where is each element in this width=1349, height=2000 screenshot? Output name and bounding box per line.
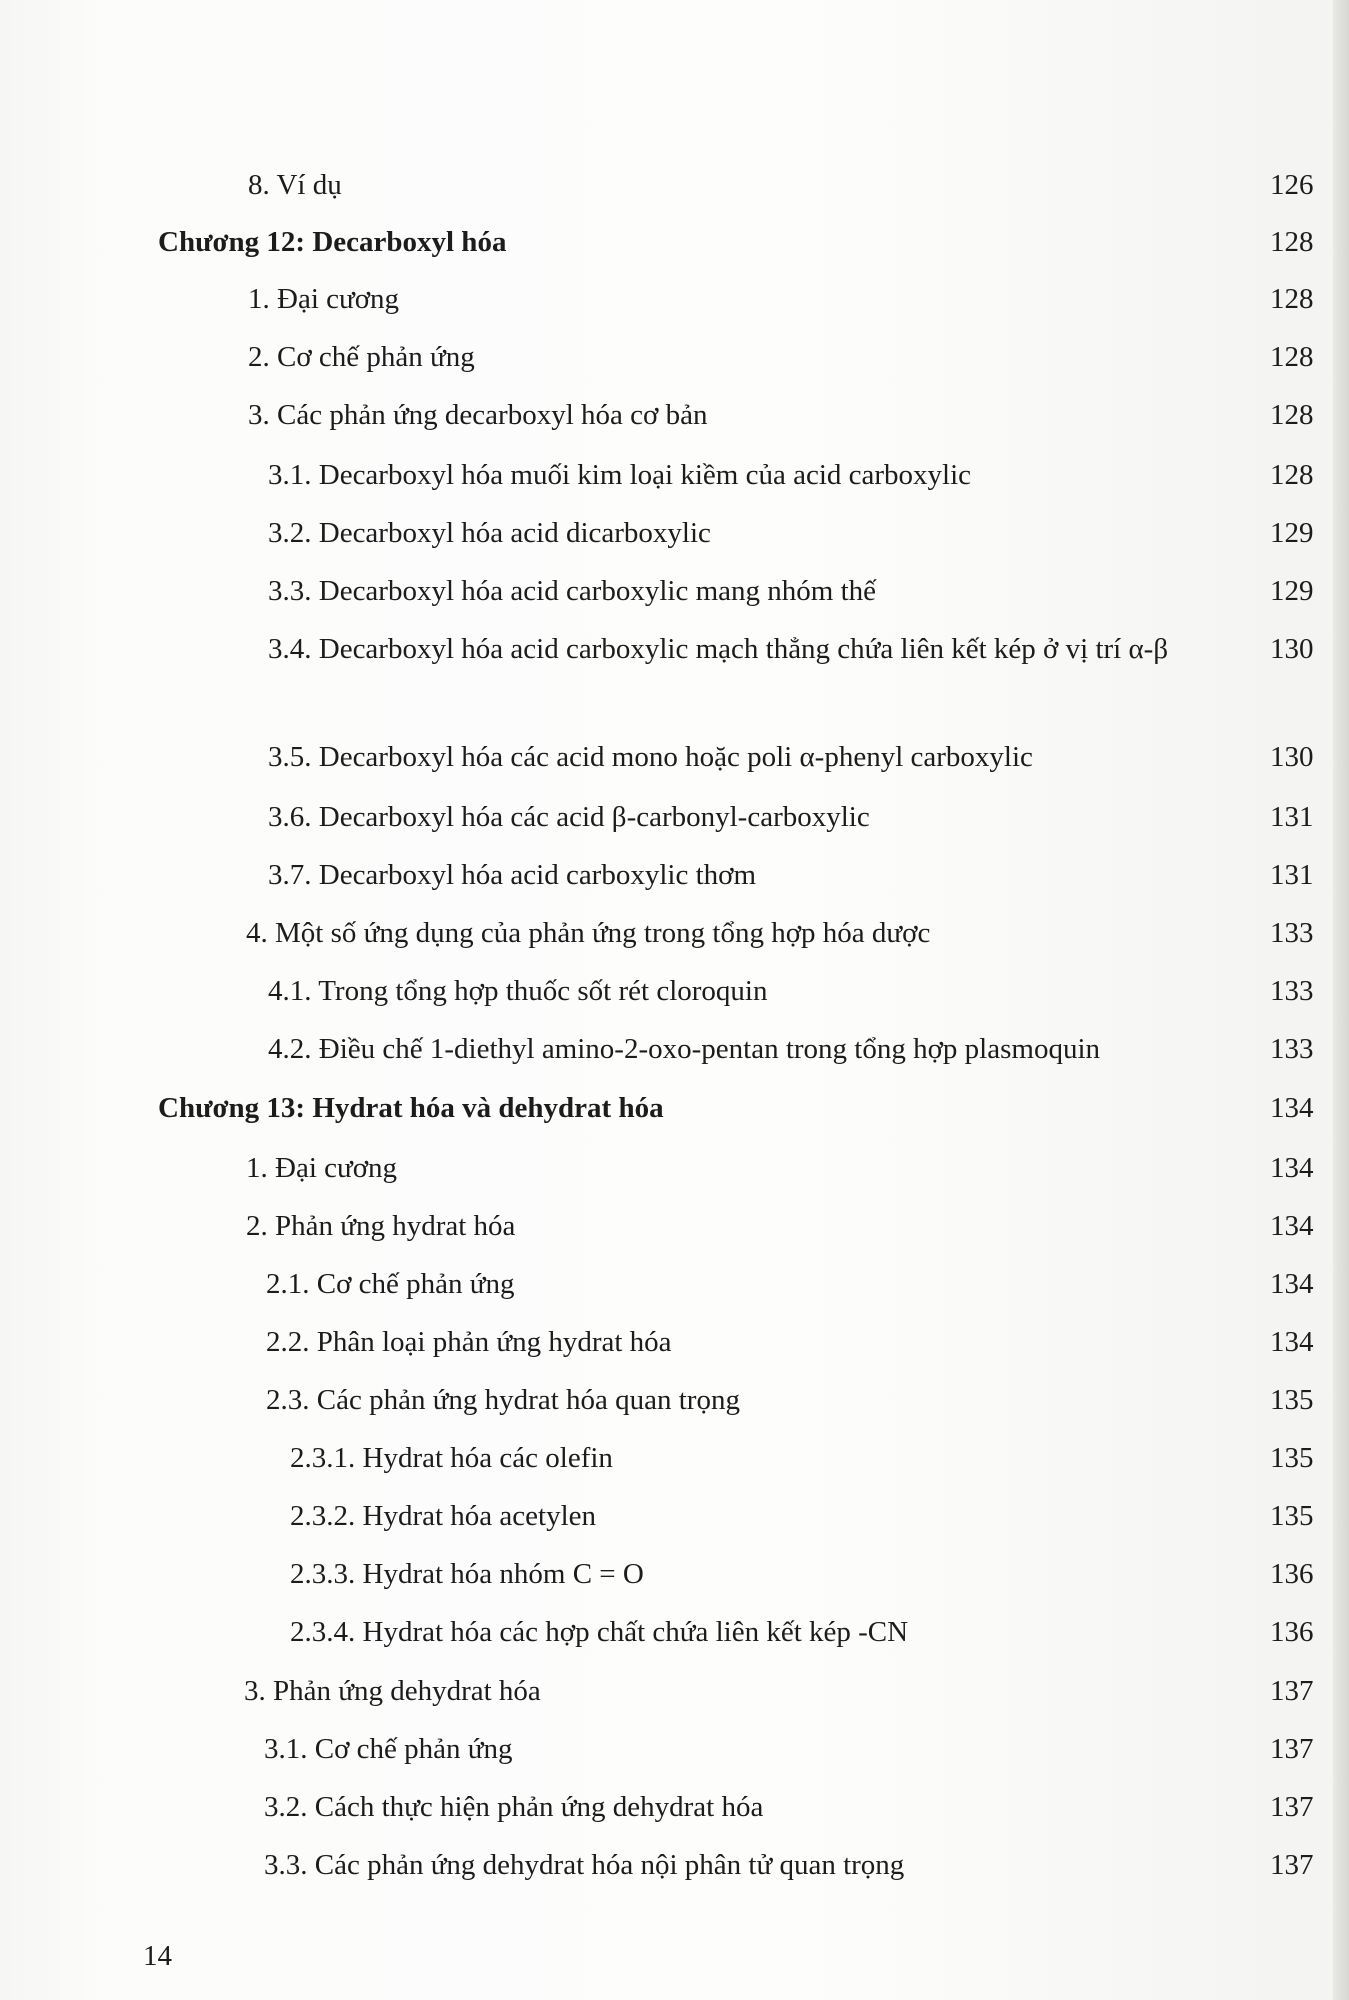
toc-entry	[0, 1442, 1349, 1474]
toc-entry-page: 130	[1270, 633, 1314, 665]
toc-entry-page: 134	[1270, 1152, 1314, 1184]
toc-entry-title: 3.3. Decarboxyl hóa acid carboxylic mang nhóm thế	[268, 575, 876, 607]
toc-entry-page: 137	[1270, 1675, 1314, 1707]
toc-entry	[0, 1210, 1349, 1242]
toc-entry	[0, 399, 1349, 431]
toc-entry-page: 135	[1270, 1442, 1314, 1474]
toc-entry	[0, 1733, 1349, 1765]
toc-entry	[0, 859, 1349, 891]
toc-entry-title: 3.2. Cách thực hiện phản ứng dehydrat hóa	[264, 1791, 764, 1823]
toc-entry-title: 2.3. Các phản ứng hydrat hóa quan trọng	[266, 1384, 740, 1416]
toc-entry	[0, 1849, 1349, 1881]
toc-entry	[0, 975, 1349, 1007]
toc-entry-title: 2. Phản ứng hydrat hóa	[246, 1210, 516, 1242]
toc-entry-title: 1. Đại cương	[248, 283, 400, 315]
toc-entry	[0, 1500, 1349, 1532]
toc-entry	[0, 1675, 1349, 1707]
toc-entry	[0, 1791, 1349, 1823]
toc-entry-title: 2.3.2. Hydrat hóa acetylen	[290, 1500, 597, 1532]
toc-entry-page: 136	[1270, 1558, 1314, 1590]
toc-entry	[0, 283, 1349, 315]
toc-entry-page: 134	[1270, 1210, 1314, 1242]
toc-entry-page: 129	[1270, 517, 1314, 549]
toc-entry-title: 2.3.3. Hydrat hóa nhóm C = O	[290, 1558, 644, 1590]
toc-entry-title: 3. Các phản ứng decarboxyl hóa cơ bản	[248, 399, 708, 431]
toc-entry-title: 4.1. Trong tổng hợp thuốc sốt rét cloroquin	[268, 975, 768, 1007]
toc-entry	[0, 459, 1349, 491]
toc-chapter	[0, 1092, 1349, 1124]
toc-entry-page: 128	[1270, 341, 1314, 373]
toc-entry-page: 134	[1270, 1326, 1314, 1358]
toc-entry-title: 2.3.1. Hydrat hóa các olefin	[290, 1442, 613, 1474]
toc-entry	[0, 169, 1349, 201]
toc-entry-title: 8. Ví dụ	[248, 169, 342, 201]
toc-entry-title: 2.3.4. Hydrat hóa các hợp chất chứa liên kết kép -CN	[290, 1616, 909, 1648]
toc-entry-page: 128	[1270, 399, 1314, 431]
toc-entry	[0, 341, 1349, 373]
toc-entry	[0, 633, 1349, 697]
toc-entry	[0, 1616, 1349, 1648]
toc-chapter-title: Chương 13: Hydrat hóa và dehydrat hóa	[158, 1092, 664, 1124]
toc-entry-title: 3.1. Decarboxyl hóa muối kim loại kiềm của acid carboxylic	[268, 459, 972, 491]
toc-entry-title: 2. Cơ chế phản ứng	[248, 341, 475, 373]
toc-entry-title: 4. Một số ứng dụng của phản ứng trong tổng hợp hóa dược	[246, 917, 931, 949]
toc-entry-title: 3.5. Decarboxyl hóa các acid mono hoặc poli α-phenyl carboxylic	[268, 741, 1033, 773]
toc-entry	[0, 1558, 1349, 1590]
toc-entry-page: 128	[1270, 283, 1314, 315]
toc-chapter-title: Chương 12: Decarboxyl hóa	[158, 226, 507, 258]
toc-entry	[0, 917, 1349, 949]
toc-entry	[0, 517, 1349, 549]
toc-entry-title: 3.7. Decarboxyl hóa acid carboxylic thơm	[268, 859, 757, 891]
toc-entry-page: 137	[1270, 1849, 1314, 1881]
toc-chapter	[0, 226, 1349, 258]
toc-entry-page: 137	[1270, 1791, 1314, 1823]
toc-entry-page: 133	[1270, 917, 1314, 949]
toc-entry-page: 134	[1270, 1092, 1314, 1124]
toc-entry-page: 128	[1270, 226, 1314, 258]
toc-entry-title: 3.1. Cơ chế phản ứng	[264, 1733, 513, 1765]
toc-entry-page: 130	[1270, 741, 1314, 773]
toc-entry-title: 2.2. Phân loại phản ứng hydrat hóa	[266, 1326, 672, 1358]
toc-entry-page: 136	[1270, 1616, 1314, 1648]
toc-entry-title: 3. Phản ứng dehydrat hóa	[244, 1675, 541, 1707]
toc-entry-page: 133	[1270, 1033, 1314, 1065]
toc-entry-page: 135	[1270, 1384, 1314, 1416]
toc-entry-page: 137	[1270, 1733, 1314, 1765]
toc-entry	[0, 801, 1349, 833]
page-number: 14	[143, 1940, 172, 1972]
toc-entry	[0, 1384, 1349, 1416]
toc-entry-title: 3.2. Decarboxyl hóa acid dicarboxylic	[268, 517, 711, 549]
toc-entry	[0, 575, 1349, 607]
toc-entry-title: 3.3. Các phản ứng dehydrat hóa nội phân tử quan trọng	[264, 1849, 905, 1881]
toc-entry	[0, 1268, 1349, 1300]
toc-entry-page: 129	[1270, 575, 1314, 607]
toc-entry-page: 134	[1270, 1268, 1314, 1300]
toc-entry-page: 126	[1270, 169, 1314, 201]
toc-entry-page: 133	[1270, 975, 1314, 1007]
toc-entry-title: 3.4. Decarboxyl hóa acid carboxylic mạch thẳng chứa liên kết kép ở vị trí α-β	[268, 633, 1169, 665]
toc-entry-page: 128	[1270, 459, 1314, 491]
toc-entry	[0, 1326, 1349, 1358]
toc-entry	[0, 1152, 1349, 1184]
toc-entry-title: 4.2. Điều chế 1-diethyl amino-2-oxo-pentan trong tổng hợp plasmoquin	[268, 1033, 1101, 1065]
toc-entry-title: 3.6. Decarboxyl hóa các acid β-carbonyl-carboxylic	[268, 801, 870, 833]
toc-entry-title: 1. Đại cương	[246, 1152, 398, 1184]
toc-entry-title: 2.1. Cơ chế phản ứng	[266, 1268, 515, 1300]
toc-entry	[0, 741, 1349, 773]
toc-entry-page: 131	[1270, 801, 1314, 833]
toc-entry-page: 131	[1270, 859, 1314, 891]
toc-entry	[0, 1033, 1349, 1065]
toc-entry-page: 135	[1270, 1500, 1314, 1532]
